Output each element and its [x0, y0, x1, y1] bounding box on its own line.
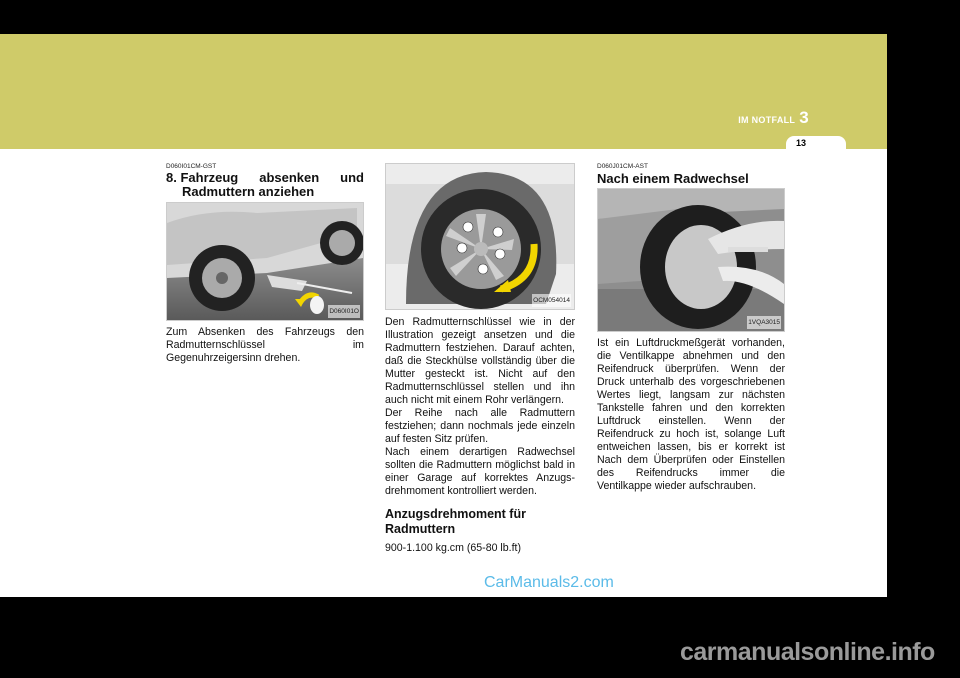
heading-word: 8. Fahrzeug [166, 170, 239, 185]
torque-value: 900-1.100 kg.cm (65-80 lb.ft) [385, 542, 522, 554]
figure-tire-pressure [597, 188, 785, 332]
chapter-number: 3 [799, 108, 809, 127]
body-text: Ist ein Luftdruckmeßgerät vorhanden, die Ventilkappe abnehmen und den Reifendruck überprüfen. Wenn der Druck unterhalb des vorgeschriebenen Wertes liegt, langsam zur nächsten Tankstelle fahren und den korrekten Luftdruck einstellen. Wenn der Reifendruck zu hoch ist, solange Luft entweichen lassen, bis er korrekt ist Nach dem Überprüfen oder Einstellen des Reifendrucks immer die Ventilkappe wieder aufschrauben. [597, 337, 785, 492]
section-heading: Nach einem Radwechsel [597, 171, 749, 186]
figure-wheel-nuts [385, 163, 575, 310]
figure-jack-lowering [166, 202, 364, 321]
section-heading [166, 171, 364, 199]
manual-page [0, 34, 887, 597]
column-tightening-nuts [385, 163, 575, 555]
subheading-torque: Anzugsdrehmoment für Radmuttern [385, 507, 526, 536]
tire-gauge-illustration [598, 189, 784, 331]
body-text: Der Reihe nach alle Radmuttern festziehen; dann nochmals jede einzeln auf festen Sitz prüfen. [385, 407, 575, 445]
section-code: D060I01CM-GST [166, 163, 217, 170]
section-code: D060J01CM-AST [597, 163, 648, 170]
figure-code: 1VQA3015 [747, 316, 781, 329]
figure-code: D060I01O [328, 305, 360, 318]
body-text: Zum Absenken des Fahrzeugs den Radmutternschlüssel im Gegenuhrzeigersinn drehen. [166, 326, 364, 364]
page-number: 13 [796, 138, 807, 148]
column-after-wheel-change [597, 163, 785, 493]
figure-code: OCM054014 [532, 294, 571, 307]
heading-line: Radmuttern anziehen [182, 184, 315, 199]
watermark-carmanuals2[interactable]: CarManuals2.com [484, 574, 614, 591]
heading-word: und [340, 170, 364, 185]
wheel-nut-order-illustration [386, 164, 574, 309]
chapter-header [738, 108, 809, 128]
body-text: Den Radmutternschlüssel wie in der Illustration gezeigt ansetzen und die Radmuttern festziehen. Darauf achten, daß die Steckhülse vollständig über die Mutter gesteckt ist. Nicht auf den Radmutternschlüssel stellen und ihn auch nicht mit einem Rohr verlängern. [385, 316, 575, 406]
chapter-band [0, 34, 887, 149]
chapter-title: IM NOTFALL [738, 115, 796, 125]
heading-word: absenken [259, 170, 320, 185]
body-text: Nach einem derartigen Radwechsel sollten die Radmuttern möglichst bald in einer Garage auf korrektes Anzugs-drehmoment kontrolliert werden. [385, 446, 575, 497]
page-number-tab [786, 136, 846, 150]
column-lowering-vehicle [166, 163, 364, 365]
car-on-jack-illustration [167, 203, 363, 320]
watermark-carmanualsonline[interactable]: carmanualsonline.info [680, 638, 935, 666]
